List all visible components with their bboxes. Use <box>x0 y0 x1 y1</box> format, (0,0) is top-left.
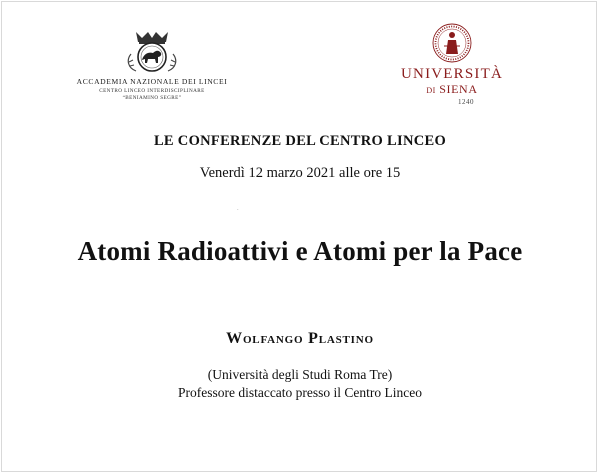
academy-center-label: CENTRO LINCEO INTERDISCIPLINARE <box>99 88 205 94</box>
university-wordmark <box>400 66 504 107</box>
speaker-name: Wolfango Plastino <box>226 330 374 347</box>
university-di: DI <box>426 86 436 95</box>
academy-center <box>62 88 242 102</box>
speaker-affiliation: (Università degli Studi Roma Tre) <box>207 367 393 382</box>
series-title: LE CONFERENZE DEL CENTRO LINCEO <box>153 133 447 149</box>
event-date: Venerdì 12 marzo 2021 alle ore 15 <box>199 165 401 181</box>
university-city: SIENA <box>439 82 478 96</box>
lynx-crest-icon <box>122 26 182 74</box>
stray-mark: ` <box>237 210 239 215</box>
academy-center-name: “BENIAMINO SEGRE” <box>122 95 182 101</box>
speaker-role: Professore distaccato presso il Centro Linceo <box>177 385 423 400</box>
academy-name: ACCADEMIA NAZIONALE DEI LINCEI <box>76 77 228 86</box>
university-founding-year: 1240 <box>458 98 474 106</box>
speaker-affiliation-block <box>0 366 600 402</box>
lecture-title: Atomi Radioattivi e Atomi per la Pace <box>77 236 523 266</box>
university-seal-icon <box>431 22 473 64</box>
university-city-line <box>400 82 504 98</box>
university-name: UNIVERSITÀ <box>401 66 503 82</box>
